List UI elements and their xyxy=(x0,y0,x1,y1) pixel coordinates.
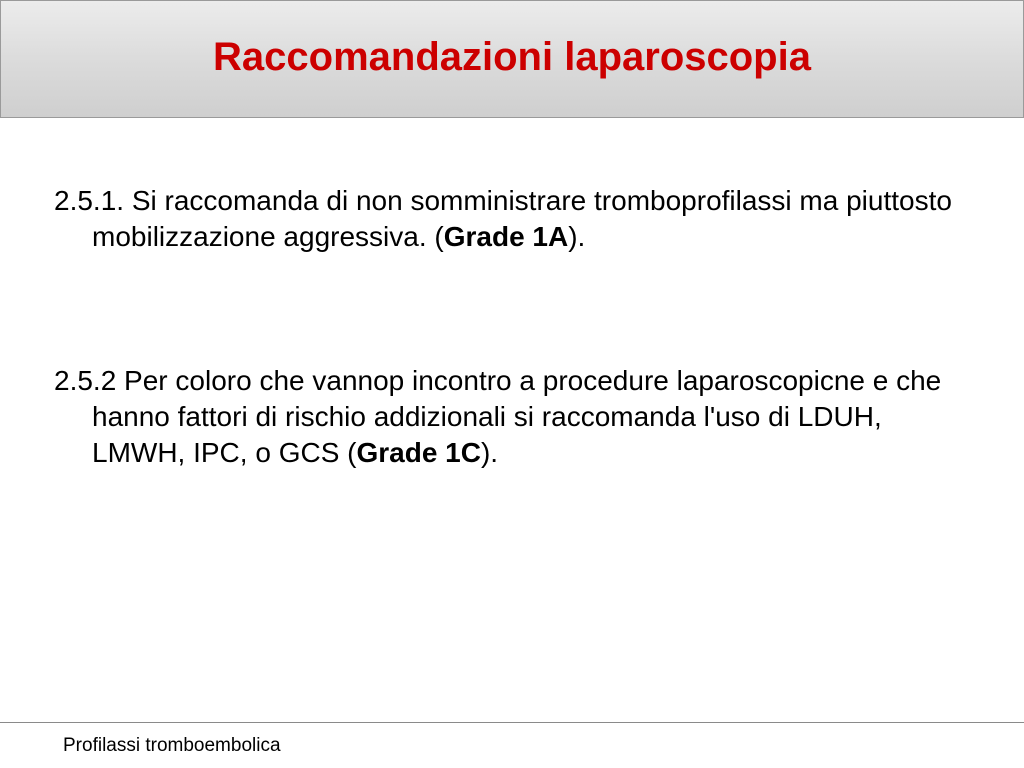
recommendation-text: 2.5.1. Si raccomanda di non somministrare tromboprofilassi ma piuttosto mobilizzazione aggressiva. ( xyxy=(54,185,952,252)
footer-divider xyxy=(0,722,1024,723)
recommendation-closing: ). xyxy=(568,221,586,252)
recommendation-closing: ). xyxy=(480,437,499,468)
recommendation-item xyxy=(54,183,974,255)
slide-title: Raccomandazioni laparoscopia xyxy=(213,34,811,79)
slide-body xyxy=(54,183,974,471)
recommendation-text: 2.5.2 Per coloro che vannop incontro a procedure laparoscopicne e che hanno fattori di rischio addizionali si raccomanda l'uso di LDUH, LMWH, IPC, o GCS ( xyxy=(54,365,942,468)
slide-footer: Profilassi tromboembolica xyxy=(63,735,281,756)
grade-label: Grade 1C xyxy=(356,437,481,468)
grade-label: Grade 1A xyxy=(443,221,569,252)
title-band xyxy=(0,0,1024,118)
recommendation-item xyxy=(54,363,974,471)
